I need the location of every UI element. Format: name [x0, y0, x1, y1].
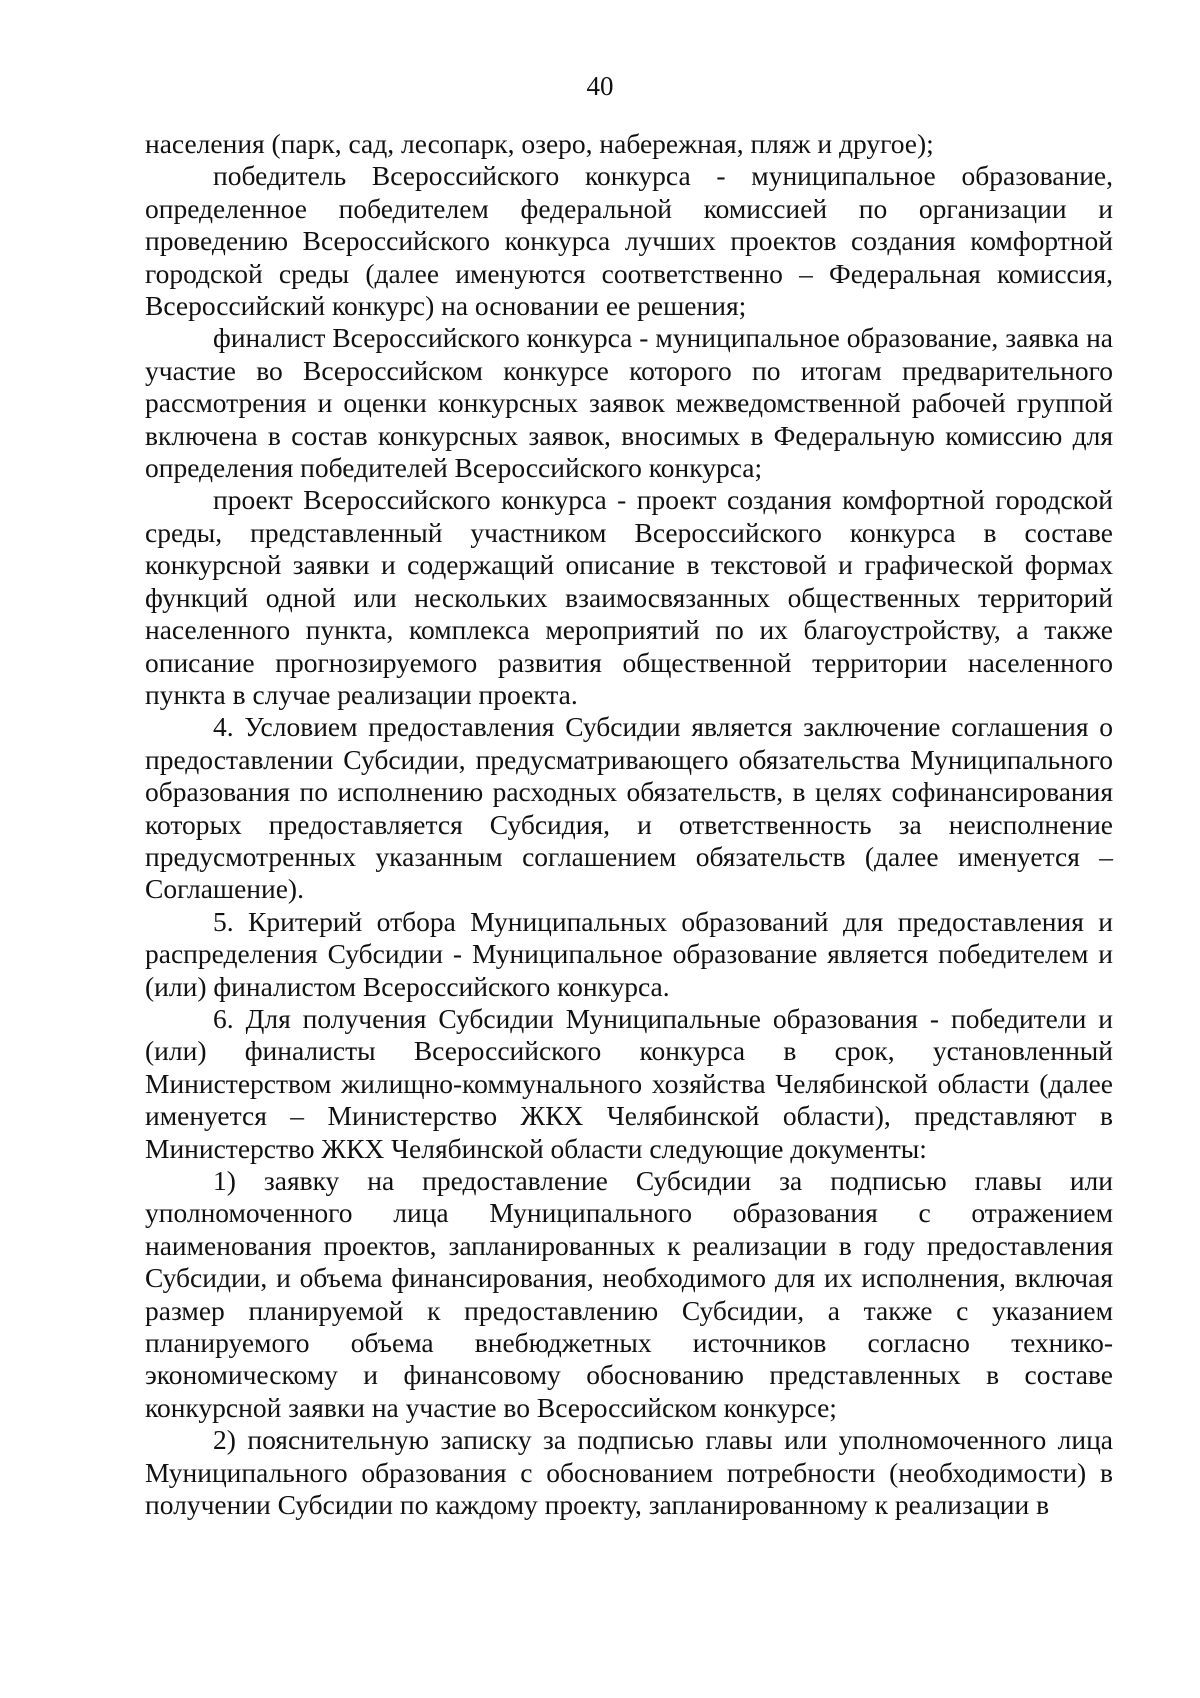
paragraph-clause-6-item-2: 2) пояснительную записку за подписью главы или уполномоченного лица Муниципального образования с обоснованием потребности (необходимости) в получении Субсидии по каждому проекту, запланированному к реализации в	[145, 1424, 1113, 1521]
paragraph-continuation: населения (парк, сад, лесопарк, озеро, набережная, пляж и другое);	[145, 128, 934, 159]
paragraph-clause-5: 5. Критерий отбора Муниципальных образований для предоставления и распределения Субсидии - Муниципальное образование является победителем и (или) финалистом Всероссийского конкурса.	[145, 905, 1113, 1002]
paragraph-contest-winner-definition: победитель Всероссийского конкурса - муниципальное образование, определенное победителем федеральной комиссией по организации и проведению Всероссийского конкурса лучших проектов создания комфортной городской среды (далее именуются соответственно – Федеральная комиссия, Всероссийский конкурс) на основании ее решения;	[145, 160, 1113, 322]
paragraph-contest-project-definition: проект Всероссийского конкурса - проект создания комфортной городской среды, представленный участником Всероссийского конкурса в составе конкурсной заявки и содержащий описание в текстовой и графической формах функций одной или нескольких взаимосвязанных общественных территорий населенного пункта, комплекса мероприятий по их благоустройству, а также описание прогнозируемого развития общественной территории населенного пункта в случае реализации проекта.	[145, 484, 1113, 710]
paragraph-contest-finalist-definition: финалист Всероссийского конкурса - муниципальное образование, заявка на участие во Всероссийском конкурсе которого по итогам предварительного рассмотрения и оценки конкурсных заявок межведомственной рабочей группой включена в состав конкурсных заявок, вносимых в Федеральную комиссию для определения победителей Всероссийского конкурса;	[145, 322, 1113, 484]
page-number: 40	[586, 71, 614, 101]
document-body	[145, 128, 1113, 1521]
paragraph-clause-6: 6. Для получения Субсидии Муниципальные образования - победители и (или) финалисты Всероссийского конкурса в срок, установленный Министерством жилищно-коммунального хозяйства Челябинской области (далее именуется – Министерство ЖКХ Челябинской области), представляют в Министерство ЖКХ Челябинской области следующие документы:	[145, 1002, 1113, 1164]
paragraph-clause-4: 4. Условием предоставления Субсидии является заключение соглашения о предоставлении Субсидии, предусматривающего обязательства Муниципального образования по исполнению расходных обязательств, в целях софинансирования которых предоставляется Субсидия, и ответственность за неисполнение предусмотренных указанным соглашением обязательств (далее именуется – Соглашение).	[145, 711, 1113, 905]
paragraph-clause-6-item-1: 1) заявку на предоставление Субсидии за подписью главы или уполномоченного лица Муниципального образования с отражением наименования проектов, запланированных к реализации в году предоставления Субсидии, и объема финансирования, необходимого для их исполнения, включая размер планируемой к предоставлению Субсидии, а также с указанием планируемого объема внебюджетных источников согласно технико-экономическому и финансовому обоснованию представленных в составе конкурсной заявки на участие во Всероссийском конкурсе;	[145, 1165, 1113, 1423]
